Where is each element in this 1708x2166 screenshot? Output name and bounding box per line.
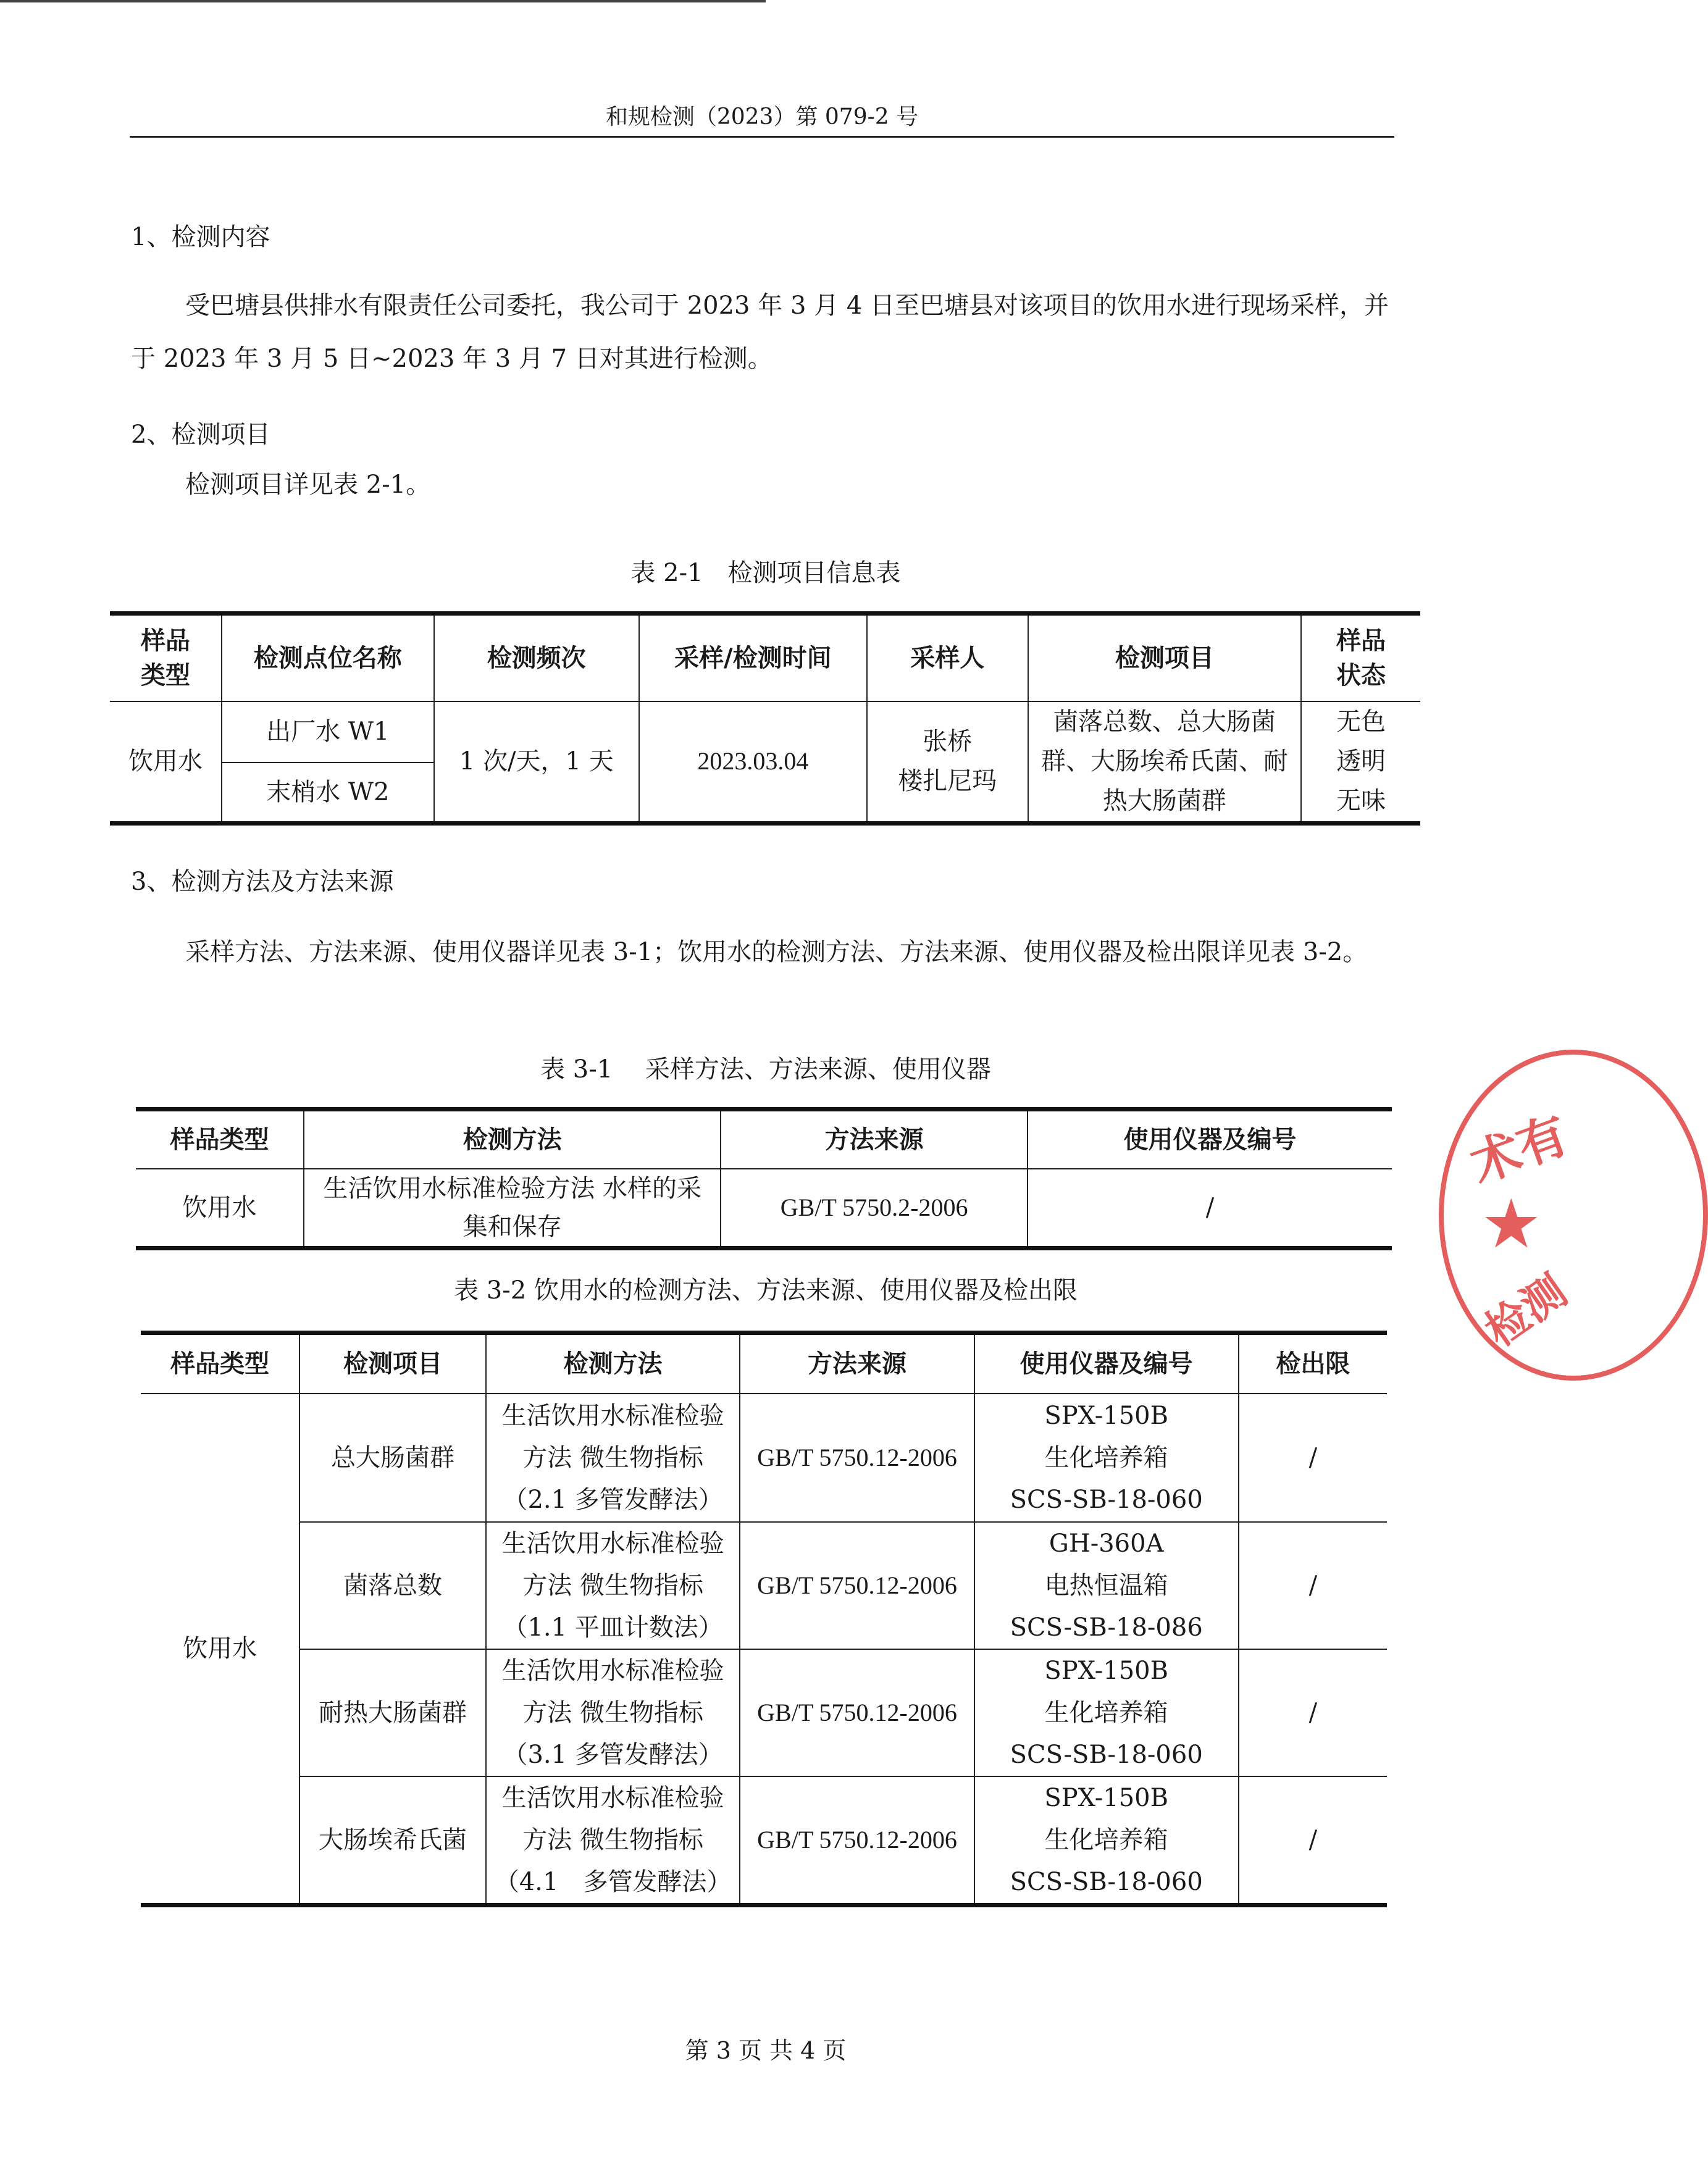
cell31-method: 生活饮用水标准检验方法 水样的采集和保存 [304,1169,721,1248]
cell32-instrument: SPX-150B 生化培养箱 SCS-SB-18-060 [974,1649,1239,1776]
cell32-instrument: SPX-150B 生化培养箱 SCS-SB-18-060 [974,1776,1239,1905]
cell32-method: 生活饮用水标准检验方法 微生物指标（4.1 多管发酵法） [486,1776,740,1905]
th-sample-time: 采样/检测时间 [639,614,867,701]
cell32-limit: / [1239,1522,1387,1649]
cell-sample-type: 饮用水 [110,701,222,824]
cell32-source: GB/T 5750.12-2006 [740,1522,974,1649]
section-2-body [131,458,1391,511]
cell32-source: GB/T 5750.12-2006 [740,1394,974,1522]
table32-row [141,1394,1387,1522]
company-seal-stamp [1439,1050,1708,1381]
cell32-limit: / [1239,1394,1387,1522]
th31-method: 检测方法 [304,1110,721,1169]
table-3-2-caption: 表 3-2 饮用水的检测方法、方法来源、使用仪器及检出限 [454,1276,1078,1305]
th32-method: 检测方法 [486,1333,740,1394]
section-1-title: 1、检测内容 [131,223,270,251]
th32-instrument: 使用仪器及编号 [974,1333,1239,1394]
th-point-name: 检测点位名称 [222,614,434,701]
th-sample-type: 样品 类型 [110,614,222,701]
table32-row [141,1649,1387,1776]
table32-row [141,1522,1387,1649]
cell31-sample-type: 饮用水 [136,1169,304,1248]
cell32-limit: / [1239,1649,1387,1776]
cell32-item: 总大肠菌群 [299,1394,486,1522]
table-3-2 [141,1331,1387,1907]
th32-source: 方法来源 [740,1333,974,1394]
section-1-text: 受巴塘县供排水有限责任公司委托，我公司于 2023 年 3 月 4 日至巴塘县对该项目的饮用水进行现场采样，并于 2023 年 3 月 5 日~2023 年 3 月 7 日对其进行检测。 [131,291,1389,373]
th-frequency: 检测频次 [434,614,639,701]
th-sampler: 采样人 [867,614,1028,701]
table-3-1-caption: 表 3-1 采样方法、方法来源、使用仪器 [540,1055,991,1084]
section-1-body [131,279,1391,385]
scan-edge-line [0,0,766,2]
cell-sample-state: 无色 透明 无味 [1301,701,1420,824]
section-3-body [131,926,1391,978]
table-3-1 [136,1107,1392,1250]
cell32-item: 大肠埃希氏菌 [299,1776,486,1905]
th31-sample-type: 样品类型 [136,1110,304,1169]
cell31-source: GB/T 5750.2-2006 [721,1169,1028,1248]
table-2-1-caption: 表 2-1 检测项目信息表 [630,559,901,587]
table-2-1 [110,611,1420,826]
cell-point-w1: 出厂水 W1 [222,701,434,763]
cell32-instrument: GH-360A 电热恒温箱 SCS-SB-18-086 [974,1522,1239,1649]
cell32-source: GB/T 5750.12-2006 [740,1776,974,1905]
seal-star-icon: ★ [1481,1184,1542,1263]
cell-date: 2023.03.04 [639,701,867,824]
cell32-sample-type: 饮用水 [141,1394,299,1905]
cell-samplers: 张桥 楼扎尼玛 [867,701,1028,824]
cell32-item: 菌落总数 [299,1522,486,1649]
cell32-limit: / [1239,1776,1387,1905]
th32-sample-type: 样品类型 [141,1333,299,1394]
cell-point-w2: 末梢水 W2 [222,763,434,824]
table32-row [141,1776,1387,1905]
cell32-item: 耐热大肠菌群 [299,1649,486,1776]
page-footer: 第 3 页 共 4 页 [685,2037,847,2064]
th32-limit: 检出限 [1239,1333,1387,1394]
seal-text-bottom: 检测 [1475,1265,1576,1357]
section-2-title: 2、检测项目 [131,420,270,449]
section-3-title: 3、检测方法及方法来源 [131,868,394,896]
cell32-method: 生活饮用水标准检验方法 微生物指标（1.1 平皿计数法） [486,1522,740,1649]
cell32-method: 生活饮用水标准检验方法 微生物指标（2.1 多管发酵法） [486,1394,740,1522]
section-2-text: 检测项目详见表 2-1。 [185,470,431,499]
report-number-header: 和规检测（2023）第 079-2 号 [130,99,1394,138]
cell32-method: 生活饮用水标准检验方法 微生物指标（3.1 多管发酵法） [486,1649,740,1776]
th31-source: 方法来源 [721,1110,1028,1169]
cell-test-items: 菌落总数、总大肠菌群、大肠埃希氏菌、耐热大肠菌群 [1028,701,1302,824]
cell-frequency: 1 次/天，1 天 [434,701,639,824]
th-sample-state: 样品 状态 [1301,614,1420,701]
cell32-instrument: SPX-150B 生化培养箱 SCS-SB-18-060 [974,1394,1239,1522]
th31-instrument: 使用仪器及编号 [1028,1110,1392,1169]
seal-text-top: 术有 [1462,1105,1576,1194]
th32-item: 检测项目 [299,1333,486,1394]
section-3-text: 采样方法、方法来源、使用仪器详见表 3-1；饮用水的检测方法、方法来源、使用仪器及检出限详见表 3-2。 [185,938,1368,966]
cell32-source: GB/T 5750.12-2006 [740,1649,974,1776]
th-test-items: 检测项目 [1028,614,1302,701]
cell31-instrument: / [1028,1169,1392,1248]
